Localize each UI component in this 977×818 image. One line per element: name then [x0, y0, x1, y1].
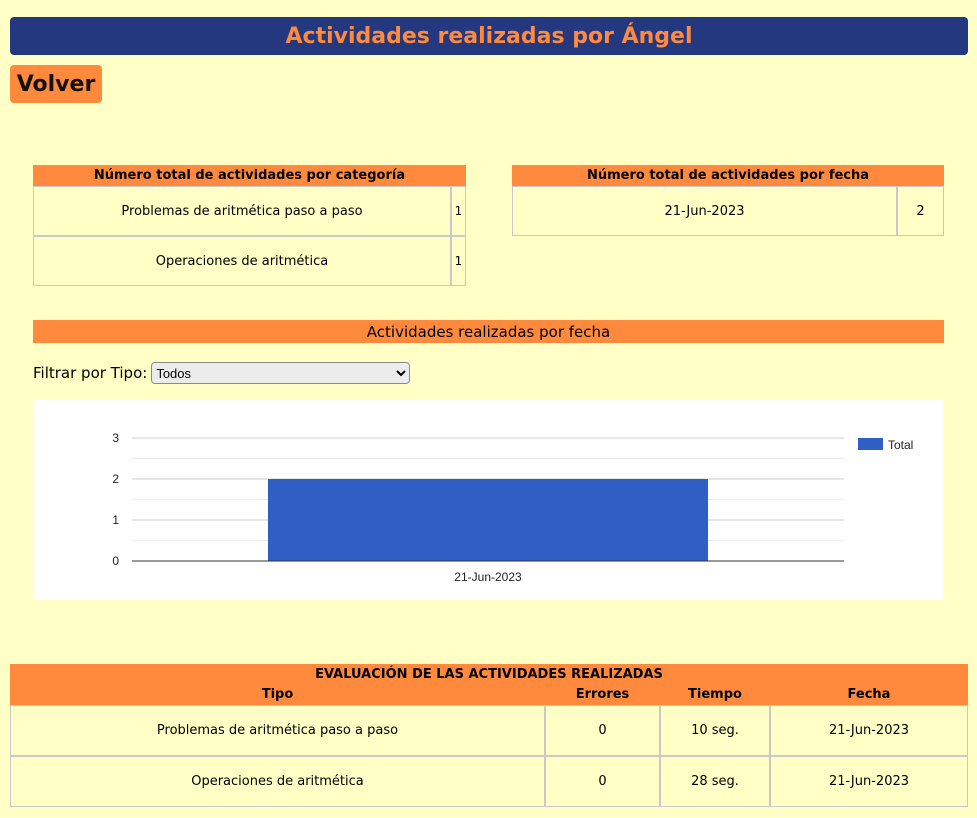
column-header-fecha: Fecha	[770, 684, 968, 705]
x-tick-label: 21-Jun-2023	[454, 570, 522, 584]
chart-svg	[33, 400, 943, 600]
type-filter	[33, 362, 410, 384]
activities-chart	[33, 400, 943, 600]
legend-swatch	[858, 438, 883, 450]
cell-errores: 0	[545, 756, 660, 807]
y-tick-label: 1	[112, 513, 119, 527]
cell-errores: 0	[545, 705, 660, 756]
date-count: 2	[897, 186, 944, 236]
y-tick-label: 3	[112, 431, 119, 445]
cell-fecha: 21-Jun-2023	[770, 705, 968, 756]
table-row	[33, 236, 466, 286]
evaluation-table	[10, 664, 968, 807]
column-header-tiempo: Tiempo	[660, 684, 770, 705]
page-title: Actividades realizadas por Ángel	[10, 17, 968, 55]
date-value: 21-Jun-2023	[512, 186, 897, 236]
column-header-errores: Errores	[545, 684, 660, 705]
category-count: 1	[451, 186, 466, 236]
category-name: Operaciones de aritmética	[33, 236, 451, 286]
table-row	[10, 756, 968, 807]
y-tick-label: 2	[112, 472, 119, 486]
category-summary-table	[33, 165, 466, 286]
y-tick-label: 0	[112, 554, 119, 568]
table-row	[512, 186, 944, 236]
cell-tiempo: 28 seg.	[660, 756, 770, 807]
column-header-tipo: Tipo	[10, 684, 545, 705]
filter-label: Filtrar por Tipo:	[33, 364, 148, 382]
type-filter-select[interactable]	[151, 362, 410, 384]
date-summary-table	[512, 165, 944, 236]
category-name: Problemas de aritmética paso a paso	[33, 186, 451, 236]
category-summary-title: Número total de actividades por categoría	[33, 165, 466, 186]
date-summary-title: Número total de actividades por fecha	[512, 165, 944, 186]
cell-tipo: Problemas de aritmética paso a paso	[10, 705, 545, 756]
table-row	[33, 186, 466, 236]
section-title: Actividades realizadas por fecha	[33, 320, 944, 343]
category-count: 1	[451, 236, 466, 286]
table-row	[10, 705, 968, 756]
bar	[268, 479, 708, 561]
cell-tiempo: 10 seg.	[660, 705, 770, 756]
cell-fecha: 21-Jun-2023	[770, 756, 968, 807]
evaluation-title: EVALUACIÓN DE LAS ACTIVIDADES REALIZADAS	[10, 664, 968, 684]
cell-tipo: Operaciones de aritmética	[10, 756, 545, 807]
legend-label: Total	[888, 438, 914, 452]
back-button[interactable]: Volver	[10, 65, 102, 103]
